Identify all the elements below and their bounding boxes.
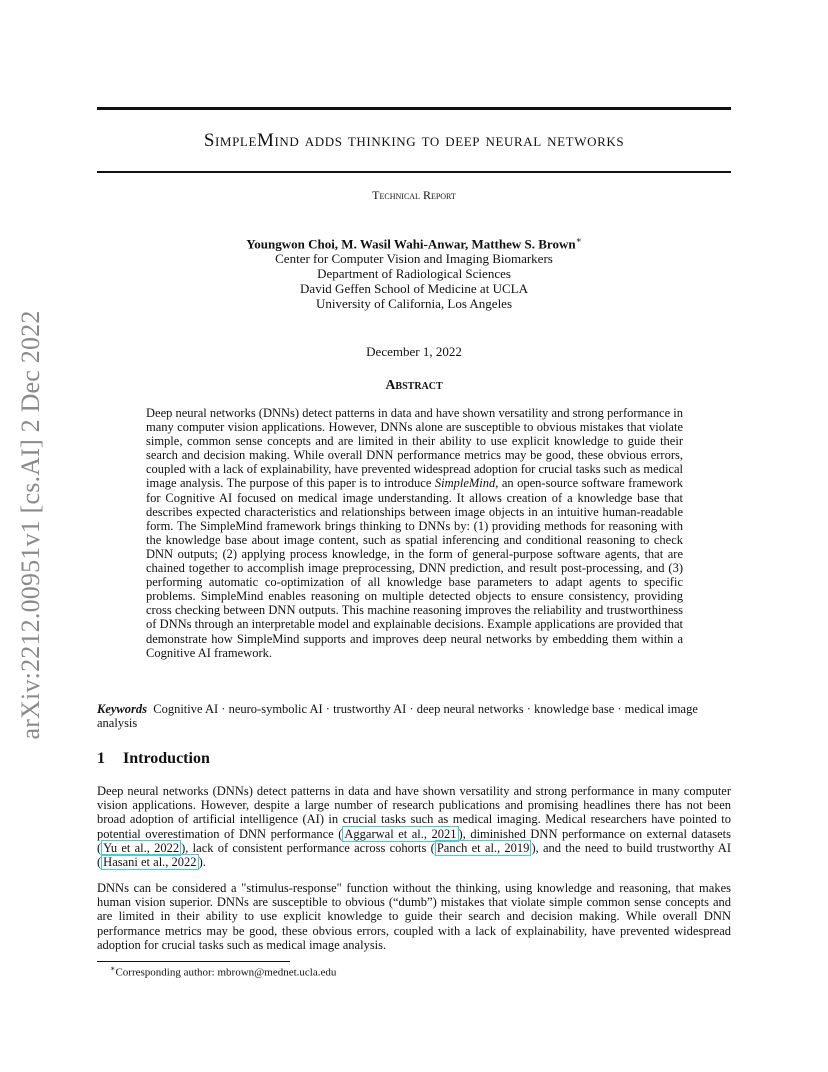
arxiv-id[interactable]: arXiv:2212.00951v1 [cs.AI] 2 Dec 2022 (16, 310, 45, 740)
section-heading (97, 750, 210, 768)
date: December 1, 2022 (366, 344, 462, 359)
affiliation-3: David Geffen School of Medicine at UCLA (300, 281, 528, 297)
citation-panch[interactable]: Panch et al., 2019 (436, 840, 530, 855)
keywords-list: Cognitive AI · neuro-symbolic AI · trustworthy AI · deep neural networks · knowledge base · medical image analysis (97, 702, 698, 731)
abstract-text (146, 406, 683, 660)
authors (97, 233, 731, 251)
footnote (110, 964, 336, 979)
author-footnote-mark[interactable]: ∗ (575, 235, 582, 245)
intro-paragraph-1 (97, 784, 731, 869)
arxiv-sidebar-stamp (6, 295, 56, 755)
text-run: ), diminished DNN performance on external datasets ( (97, 826, 732, 855)
intro-paragraph-2: DNNs can be considered a "stimulus-response" function without the thinking, using knowledge and reasoning, that makes human vision superior. DNNs are susceptible to obvious (“dumb”) mistakes that violate simple common sense concepts and are limited in their ability to use explicit knowledge to guide their search and decision making. While overall DNN performance metrics may be good, these obvious errors, coupled with a lack of explainability, have prevented widespread adoption for crucial tasks such as medical image analysis. (97, 881, 731, 952)
citation-aggarwal[interactable]: Aggarwal et al., 2021 (344, 826, 457, 841)
title-top-rule (97, 107, 731, 110)
footnote-text: Corresponding author: mbrown@mednet.ucla.edu (115, 966, 337, 979)
text-run: Deep neural networks (DNNs) detect patterns in data and have shown versatility and strong performance in many computer vision applications. However, despite a large number of research publications and promising headlines there has not been broad adoption of artificial intelligence (AI) in crucial tasks such as medical imaging. Medical researchers have pointed to potential overestimation of DNN performance ( (97, 784, 731, 841)
affiliation-4: University of California, Los Angeles (315, 296, 513, 312)
author-block (97, 233, 731, 311)
text-run: ), lack of consistent performance across cohorts ( (181, 840, 435, 855)
section-title: Introduction (123, 750, 210, 767)
affiliation-2: Department of Radiological Sciences (317, 266, 511, 282)
abstract-part-2: , an open-source software framework for Cognitive AI focused on medical image understanding. It allows creation of a knowledge base that describes expected characteristics and relationships between image objects in an intuitive human-readable form. The SimpleMind framework brings thinking to DNNs by: (1) providing methods for reasoning with the knowledge base about image content, such as spatial inferencing and conditional reasoning to check DNN outputs; (2) applying process knowledge, in the form of general-purpose software agents, that are chained together to accomplish image preprocessing, DNN prediction, and result post-processing, and (3) performing automatic co-optimization of all knowledge base parameters to adapt agents to specific problems. SimpleMind enables reasoning on multiple detected objects to ensure consistency, providing cross checking between DNN outputs. This machine reasoning improves the reliability and trustworthiness of DNNs through an interpretable model and explainable decisions. Example applications are provided that demonstrate how SimpleMind supports and improves deep neural networks by embedding them within a Cognitive AI framework. (146, 476, 683, 660)
footnote-mark: ∗ (110, 964, 116, 973)
abstract-heading: Abstract (385, 378, 443, 393)
paper-title: SimpleMind adds thinking to deep neural networks (203, 130, 625, 151)
text-run: ). (198, 855, 206, 870)
section-number: 1 (97, 750, 105, 767)
affiliation-1: Center for Computer Vision and Imaging Biomarkers (275, 251, 553, 267)
text-run: ), and the need to build trustworthy AI ( (97, 840, 731, 870)
abstract-part-1: Deep neural networks (DNNs) detect patterns in data and have shown versatility and strong performance in many computer vision applications. However, DNNs alone are susceptible to obvious mistakes that violate simple, common sense concepts and are limited in their ability to use explicit knowledge to guide their search and decision making. While overall DNN performance metrics may be good, these obvious errors, coupled with a lack of explainability, have prevented widespread adoption for crucial tasks such as medical image analysis. The purpose of this paper is to introduce (146, 406, 683, 491)
footnote-rule (97, 961, 290, 962)
keywords-label: Keywords (97, 702, 147, 716)
author-names: Youngwon Choi, M. Wasil Wahi-Anwar, Matthew S. Brown (246, 236, 576, 252)
abstract-emphasis: SimpleMind (434, 476, 496, 491)
citation-hasani[interactable]: Hasani et al., 2022 (103, 855, 197, 870)
report-type: Technical Report (372, 188, 456, 202)
citation-yu[interactable]: Yu et al., 2022 (103, 840, 180, 855)
title-bottom-rule (97, 171, 731, 173)
keywords (97, 702, 731, 730)
